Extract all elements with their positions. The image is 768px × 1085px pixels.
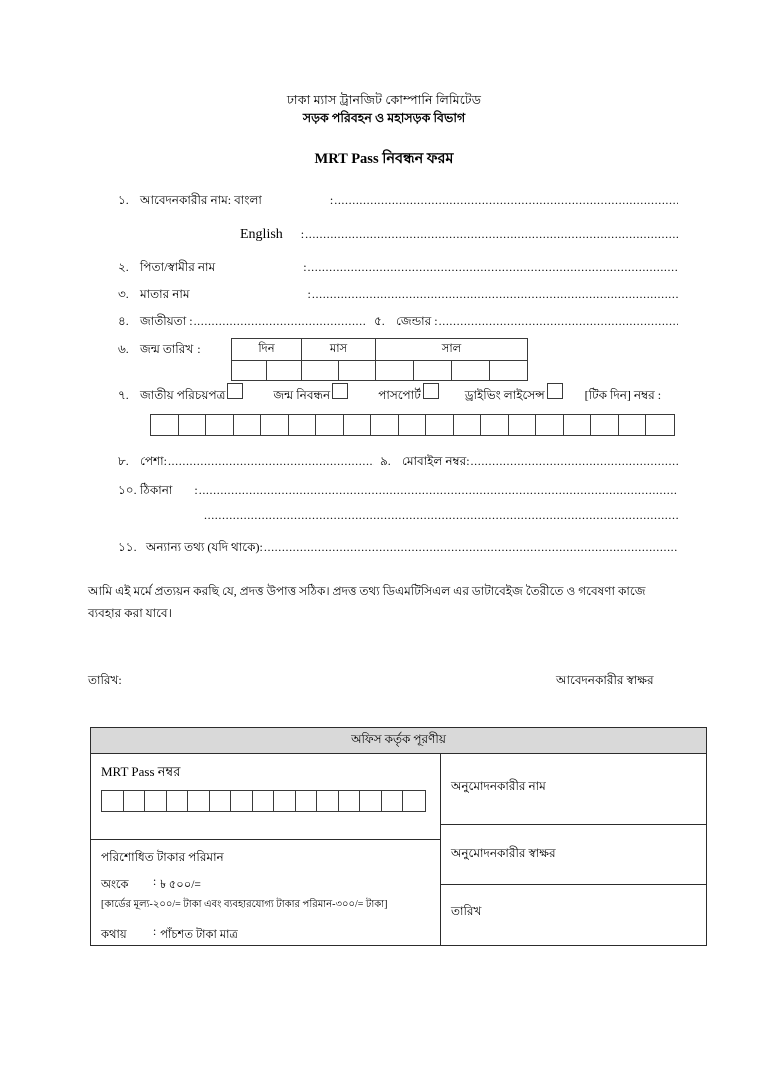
nationality-input[interactable] xyxy=(194,315,366,327)
dob-year-cell-3[interactable] xyxy=(452,361,490,381)
mrt-pass-number-cell-10[interactable] xyxy=(296,791,318,811)
field-label: অন্যান্য তথ্য (যদি থাকে) xyxy=(146,540,260,554)
dob-year-cell-4[interactable] xyxy=(490,361,528,381)
identity-number-cell-8[interactable] xyxy=(344,415,372,435)
identity-number-cell-4[interactable] xyxy=(234,415,262,435)
option-label-passport: পাসপোর্ট xyxy=(378,388,421,402)
identity-number-cell-17[interactable] xyxy=(591,415,619,435)
identity-number-cell-13[interactable] xyxy=(481,415,509,435)
office-approver-signature-cell[interactable] xyxy=(441,825,706,885)
field-father-husband-name xyxy=(118,259,678,279)
field-number: ১১. xyxy=(118,540,137,554)
dob-month-cell-2[interactable] xyxy=(339,361,376,381)
address-input-line1[interactable] xyxy=(199,484,678,496)
field-colon: : xyxy=(329,193,334,207)
identity-number-boxes[interactable] xyxy=(150,414,675,436)
field-identity-document xyxy=(118,383,688,407)
field-colon: : xyxy=(194,483,198,497)
fee-words-row xyxy=(101,926,430,945)
other-information-input[interactable] xyxy=(264,541,678,553)
office-use-header: অফিস কর্তৃক পূরণীয় xyxy=(91,728,706,754)
fee-breakdown-note: [কার্ডের মূল্য-২০০/= টাকা এবং ব্যবহারযোগ্য টাকার পরিমান-৩০০/= টাকা] xyxy=(101,899,388,910)
dob-year-cell-2[interactable] xyxy=(414,361,452,381)
father-husband-name-input[interactable] xyxy=(308,261,678,273)
applicant-name-english-input[interactable] xyxy=(305,228,678,240)
dob-year-cell-1[interactable] xyxy=(376,361,414,381)
mother-name-input[interactable] xyxy=(312,288,678,300)
field-label: আবেদনকারীর নাম: বাংলা xyxy=(140,193,262,207)
declaration-text: আমি এই মর্মে প্রত্যয়ন করছি যে, প্রদত্ত উপাত্ত সঠিক। প্রদত্ত তথ্য ডিএমটিসিএল এর ডাটাবেইজ তৈরীতে ও গবেষণা কাজে ব্যবহার করা যাবে। xyxy=(88,584,646,621)
dob-header-year: সাল xyxy=(376,339,528,361)
field-label: পেশা xyxy=(140,454,164,468)
option-label-nid: জাতীয় পরিচয়পত্র xyxy=(140,388,226,402)
mrt-pass-number-cell-6[interactable] xyxy=(210,791,232,811)
checkbox-driving-license[interactable] xyxy=(547,383,563,399)
field-label: জাতীয়তা xyxy=(140,314,187,328)
office-approver-date-cell[interactable] xyxy=(441,885,706,945)
field-applicant-name-english xyxy=(240,227,678,243)
fee-words-colon: : xyxy=(153,926,157,938)
approver-date-label: তারিখ xyxy=(451,904,482,918)
field-applicant-name-bangla xyxy=(118,192,678,212)
field-colon: : xyxy=(307,287,311,301)
field-mother-name xyxy=(118,286,678,306)
office-mrt-pass-number-cell xyxy=(91,754,440,840)
field-label: ঠিকানা xyxy=(140,483,173,497)
dob-header-day: দিন xyxy=(232,339,302,361)
field-address xyxy=(118,482,678,502)
mrt-pass-number-cell-11[interactable] xyxy=(317,791,339,811)
field-colon: : xyxy=(163,454,167,468)
fee-words-label: কথায় xyxy=(101,929,127,941)
field-address-line2 xyxy=(204,509,678,521)
field-colon: : xyxy=(189,314,193,328)
occupation-input[interactable] xyxy=(168,455,374,467)
office-fee-cell xyxy=(91,840,440,945)
gender-input[interactable] xyxy=(439,315,678,327)
field-number: ৭. xyxy=(118,388,129,402)
date-of-birth-table[interactable] xyxy=(231,338,528,381)
field-number: ৫. xyxy=(374,314,385,328)
applicant-signature-label: আবেদনকারীর স্বাক্ষর xyxy=(556,673,654,687)
dob-day-cell-1[interactable] xyxy=(232,361,267,381)
mrt-pass-number-cell-8[interactable] xyxy=(253,791,275,811)
mrt-pass-number-cell-12[interactable] xyxy=(339,791,361,811)
office-use-table xyxy=(90,727,707,946)
checkbox-birth-registration[interactable] xyxy=(332,383,348,399)
field-other-information xyxy=(118,539,678,559)
approver-signature-label: অনুমোদনকারীর স্বাক্ষর xyxy=(451,846,556,860)
field-occupation xyxy=(118,453,374,473)
fee-title: পরিশোধিত টাকার পরিমান xyxy=(101,850,224,864)
identity-number-cell-3[interactable] xyxy=(206,415,234,435)
identity-number-cell-16[interactable] xyxy=(564,415,592,435)
field-colon: : xyxy=(303,260,307,274)
field-label: জেন্ডার xyxy=(396,314,432,328)
field-colon: : xyxy=(434,314,438,328)
field-label: পিতা/স্বামীর নাম xyxy=(140,260,216,274)
field-mobile-number xyxy=(380,453,678,473)
mobile-number-input[interactable] xyxy=(471,455,678,467)
dob-header-month: মাস xyxy=(302,339,376,361)
mrt-pass-number-cell-13[interactable] xyxy=(360,791,382,811)
dob-day-cell-2[interactable] xyxy=(267,361,302,381)
option-label-driving-license: ড্রাইভিং লাইসেন্স xyxy=(464,388,545,402)
field-gender xyxy=(374,313,678,333)
option-label-birth-registration: জন্ম নিবন্ধন xyxy=(273,388,331,402)
field-nationality xyxy=(118,313,366,333)
office-left-column xyxy=(91,754,441,945)
identity-number-cell-14[interactable] xyxy=(509,415,537,435)
field-colon: : xyxy=(300,227,305,241)
approver-name-label: অনুমোদনকারীর নাম xyxy=(451,779,546,793)
field-number: ৩. xyxy=(118,287,129,301)
fee-figures-colon: : xyxy=(153,876,157,888)
mrt-pass-number-cell-1[interactable] xyxy=(102,791,124,811)
mrt-pass-number-cell-3[interactable] xyxy=(145,791,167,811)
fee-figures-label: অংকে xyxy=(101,879,129,891)
field-date-of-birth-label xyxy=(118,341,202,361)
date-label: তারিখ: xyxy=(88,673,122,687)
identity-number-cell-19[interactable] xyxy=(646,415,674,435)
organization-name-line2: সড়ক পরিবহন ও মহাসড়ক বিভাগ xyxy=(302,111,466,125)
checkbox-nid[interactable] xyxy=(227,383,243,399)
field-colon: : xyxy=(197,342,201,356)
fee-figures-value: ৳ ৫০০/= xyxy=(160,879,201,891)
identity-number-cell-18[interactable] xyxy=(619,415,647,435)
fee-words-value: পাঁচশত টাকা মাত্র xyxy=(160,929,238,941)
field-label: মোবাইল নম্বর xyxy=(402,454,467,468)
field-number: ২. xyxy=(118,260,129,274)
identity-number-cell-11[interactable] xyxy=(426,415,454,435)
tick-instruction: [টিক দিন] নম্বর : xyxy=(584,388,662,402)
identity-number-cell-2[interactable] xyxy=(179,415,207,435)
mrt-pass-number-cell-2[interactable] xyxy=(124,791,146,811)
mrt-pass-number-cell-5[interactable] xyxy=(188,791,210,811)
identity-number-cell-12[interactable] xyxy=(454,415,482,435)
fee-figures-row xyxy=(101,876,430,895)
applicant-name-bangla-input[interactable] xyxy=(334,194,678,206)
office-use-body xyxy=(91,754,706,945)
form-title: MRT Pass নিবন্ধন ফরম xyxy=(314,151,454,167)
dob-input-row[interactable] xyxy=(232,361,528,381)
mrt-pass-number-label: MRT Pass নম্বর xyxy=(101,764,181,779)
field-colon: : xyxy=(466,454,470,468)
mrt-pass-number-cell-9[interactable] xyxy=(274,791,296,811)
field-number: ৪. xyxy=(118,314,129,328)
identity-number-cell-10[interactable] xyxy=(399,415,427,435)
field-number: ৬. xyxy=(118,342,129,356)
dob-month-cell-1[interactable] xyxy=(302,361,339,381)
checkbox-passport[interactable] xyxy=(423,383,439,399)
dob-header-row xyxy=(232,339,528,361)
field-label: জন্ম তারিখ xyxy=(140,342,194,356)
mrt-pass-number-boxes[interactable] xyxy=(101,790,426,812)
address-input-line2[interactable] xyxy=(204,509,678,521)
identity-number-cell-5[interactable] xyxy=(261,415,289,435)
field-label: English xyxy=(240,227,283,242)
field-label: মাতার নাম xyxy=(140,287,190,301)
identity-number-cell-6[interactable] xyxy=(289,415,317,435)
mrt-pass-number-cell-15[interactable] xyxy=(403,791,425,811)
field-colon: : xyxy=(259,540,263,554)
office-right-column xyxy=(441,754,706,945)
field-number: ৮. xyxy=(118,454,129,468)
identity-number-cell-9[interactable] xyxy=(371,415,399,435)
mrt-pass-number-cell-4[interactable] xyxy=(167,791,189,811)
identity-number-cell-7[interactable] xyxy=(316,415,344,435)
office-approver-name-cell[interactable] xyxy=(441,754,706,825)
mrt-pass-number-cell-7[interactable] xyxy=(231,791,253,811)
field-number: ৯. xyxy=(380,454,391,468)
identity-number-cell-15[interactable] xyxy=(536,415,564,435)
field-number: ১. xyxy=(118,193,129,207)
field-number: ১০. xyxy=(118,483,137,497)
organization-name-line1: ঢাকা ম্যাস ট্রানজিট কোম্পানি লিমিটেড xyxy=(286,93,482,107)
identity-number-cell-1[interactable] xyxy=(151,415,179,435)
mrt-pass-number-cell-14[interactable] xyxy=(382,791,404,811)
